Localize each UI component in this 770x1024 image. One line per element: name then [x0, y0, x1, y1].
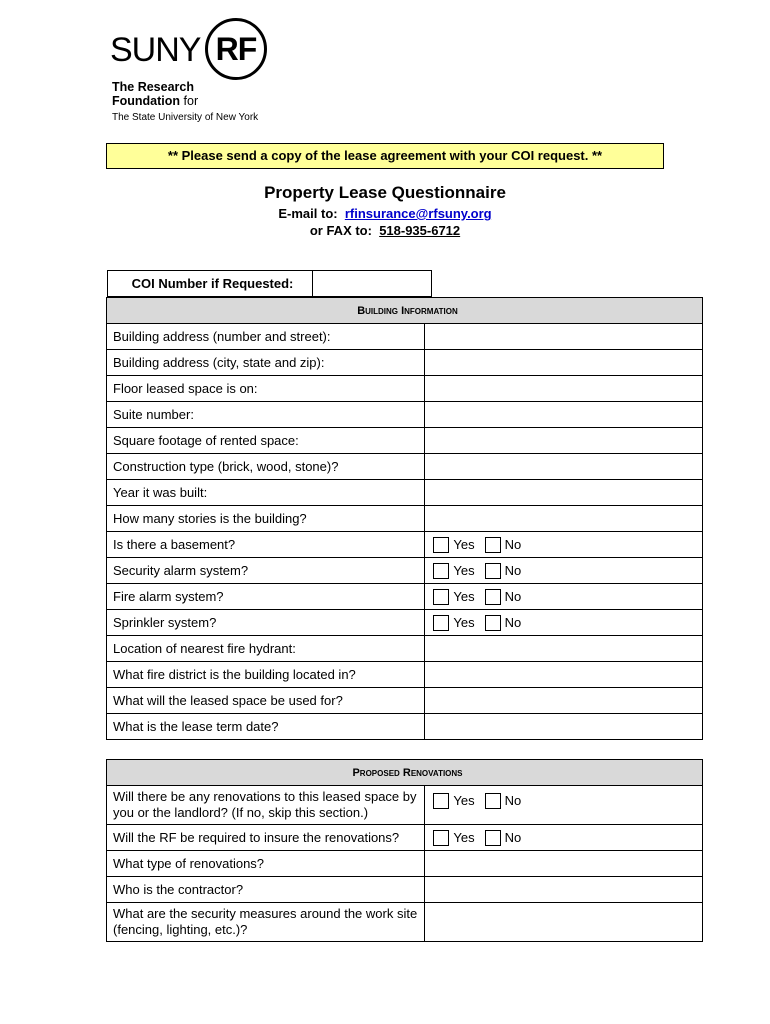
question-label: Security alarm system? [107, 558, 425, 584]
no-label: No [504, 793, 522, 809]
question-label: Will there be any renovations to this leased space by you or the landlord? (If no, skip this section.) [107, 786, 425, 825]
answer-field[interactable] [425, 825, 703, 851]
logo-line1: The Research [112, 80, 194, 94]
answer-field[interactable] [425, 610, 703, 636]
question-label: Year it was built: [107, 480, 425, 506]
answer-field[interactable] [425, 402, 703, 428]
answer-field[interactable] [425, 350, 703, 376]
renovation-row [107, 851, 703, 877]
building-11-no-checkbox[interactable] [485, 615, 501, 631]
answer-field[interactable] [425, 877, 703, 903]
building-row [107, 350, 703, 376]
no-label: No [504, 537, 522, 553]
fax-number: 518-935-6712 [379, 223, 461, 238]
no-label: No [504, 830, 522, 846]
suny-rf-logo [110, 16, 310, 126]
logo-line2: Foundation for [112, 94, 199, 108]
building-row [107, 558, 703, 584]
answer-field[interactable] [425, 714, 703, 740]
question-label: What is the lease term date? [107, 714, 425, 740]
answer-field[interactable] [425, 662, 703, 688]
building-row [107, 324, 703, 350]
building-row [107, 376, 703, 402]
yes-label: Yes [453, 830, 475, 846]
question-label: Square footage of rented space: [107, 428, 425, 454]
question-label: How many stories is the building? [107, 506, 425, 532]
building-10-yes-checkbox[interactable] [433, 589, 449, 605]
building-row [107, 506, 703, 532]
renovation-0-no-checkbox[interactable] [485, 793, 501, 809]
building-8-yes-checkbox[interactable] [433, 537, 449, 553]
email-link[interactable]: rfinsurance@rfsuny.org [344, 206, 492, 221]
renovation-row [107, 877, 703, 903]
building-9-yes-checkbox[interactable] [433, 563, 449, 579]
renovation-row [107, 786, 703, 825]
yes-label: Yes [453, 793, 475, 809]
question-label: Suite number: [107, 402, 425, 428]
answer-field[interactable] [425, 428, 703, 454]
question-label: Sprinkler system? [107, 610, 425, 636]
building-row [107, 428, 703, 454]
question-label: What are the security measures around the work site (fencing, lighting, etc.)? [107, 903, 425, 942]
building-row [107, 402, 703, 428]
answer-field[interactable] [425, 324, 703, 350]
renovation-0-yes-checkbox[interactable] [433, 793, 449, 809]
proposed-renovations-table [106, 759, 703, 942]
building-11-yes-checkbox[interactable] [433, 615, 449, 631]
building-9-no-checkbox[interactable] [485, 563, 501, 579]
proposed-renovations-header: Proposed Renovations [107, 760, 703, 786]
building-row [107, 714, 703, 740]
question-label: What fire district is the building located in? [107, 662, 425, 688]
answer-field[interactable] [425, 903, 703, 942]
question-label: Will the RF be required to insure the renovations? [107, 825, 425, 851]
answer-field[interactable] [425, 786, 703, 825]
no-label: No [504, 589, 522, 605]
question-label: Building address (number and street): [107, 324, 425, 350]
building-row [107, 662, 703, 688]
renovation-row [107, 903, 703, 942]
building-information-table [106, 270, 703, 740]
building-information-header: Building Information [107, 298, 703, 324]
building-row [107, 636, 703, 662]
answer-field[interactable] [425, 688, 703, 714]
no-label: No [504, 563, 522, 579]
question-label: Location of nearest fire hydrant: [107, 636, 425, 662]
lease-agreement-notice: ** Please send a copy of the lease agreement with your COI request. ** [106, 143, 664, 169]
logo-rf-circle: RF [205, 18, 267, 80]
question-label: What will the leased space be used for? [107, 688, 425, 714]
building-10-no-checkbox[interactable] [485, 589, 501, 605]
answer-field[interactable] [425, 506, 703, 532]
email-line: E-mail to: rfinsurance@rfsuny.org [278, 206, 492, 221]
building-8-no-checkbox[interactable] [485, 537, 501, 553]
question-label: What type of renovations? [107, 851, 425, 877]
building-row [107, 454, 703, 480]
answer-field[interactable] [425, 376, 703, 402]
logo-suny-text: SUNY [110, 31, 201, 69]
coi-number-field[interactable] [312, 271, 431, 297]
no-label: No [504, 615, 522, 631]
yes-label: Yes [453, 589, 475, 605]
question-label: Building address (city, state and zip): [107, 350, 425, 376]
answer-field[interactable] [425, 532, 703, 558]
answer-field[interactable] [425, 558, 703, 584]
renovation-1-yes-checkbox[interactable] [433, 830, 449, 846]
fax-line: or FAX to: 518-935-6712 [309, 223, 461, 238]
page-title: Property Lease Questionnaire [264, 183, 506, 202]
yes-label: Yes [453, 563, 475, 579]
renovation-row [107, 825, 703, 851]
answer-field[interactable] [425, 480, 703, 506]
building-row [107, 480, 703, 506]
building-row [107, 532, 703, 558]
renovation-1-no-checkbox[interactable] [485, 830, 501, 846]
coi-number-label: COI Number if Requested: [107, 271, 312, 297]
answer-field[interactable] [425, 851, 703, 877]
building-row [107, 688, 703, 714]
yes-label: Yes [453, 615, 475, 631]
building-row [107, 584, 703, 610]
answer-field[interactable] [425, 584, 703, 610]
question-label: Construction type (brick, wood, stone)? [107, 454, 425, 480]
question-label: Fire alarm system? [107, 584, 425, 610]
question-label: Who is the contractor? [107, 877, 425, 903]
question-label: Is there a basement? [107, 532, 425, 558]
logo-line3: The State University of New York [112, 112, 259, 123]
question-label: Floor leased space is on: [107, 376, 425, 402]
answer-field[interactable] [425, 636, 703, 662]
building-row [107, 610, 703, 636]
answer-field[interactable] [425, 454, 703, 480]
yes-label: Yes [453, 537, 475, 553]
